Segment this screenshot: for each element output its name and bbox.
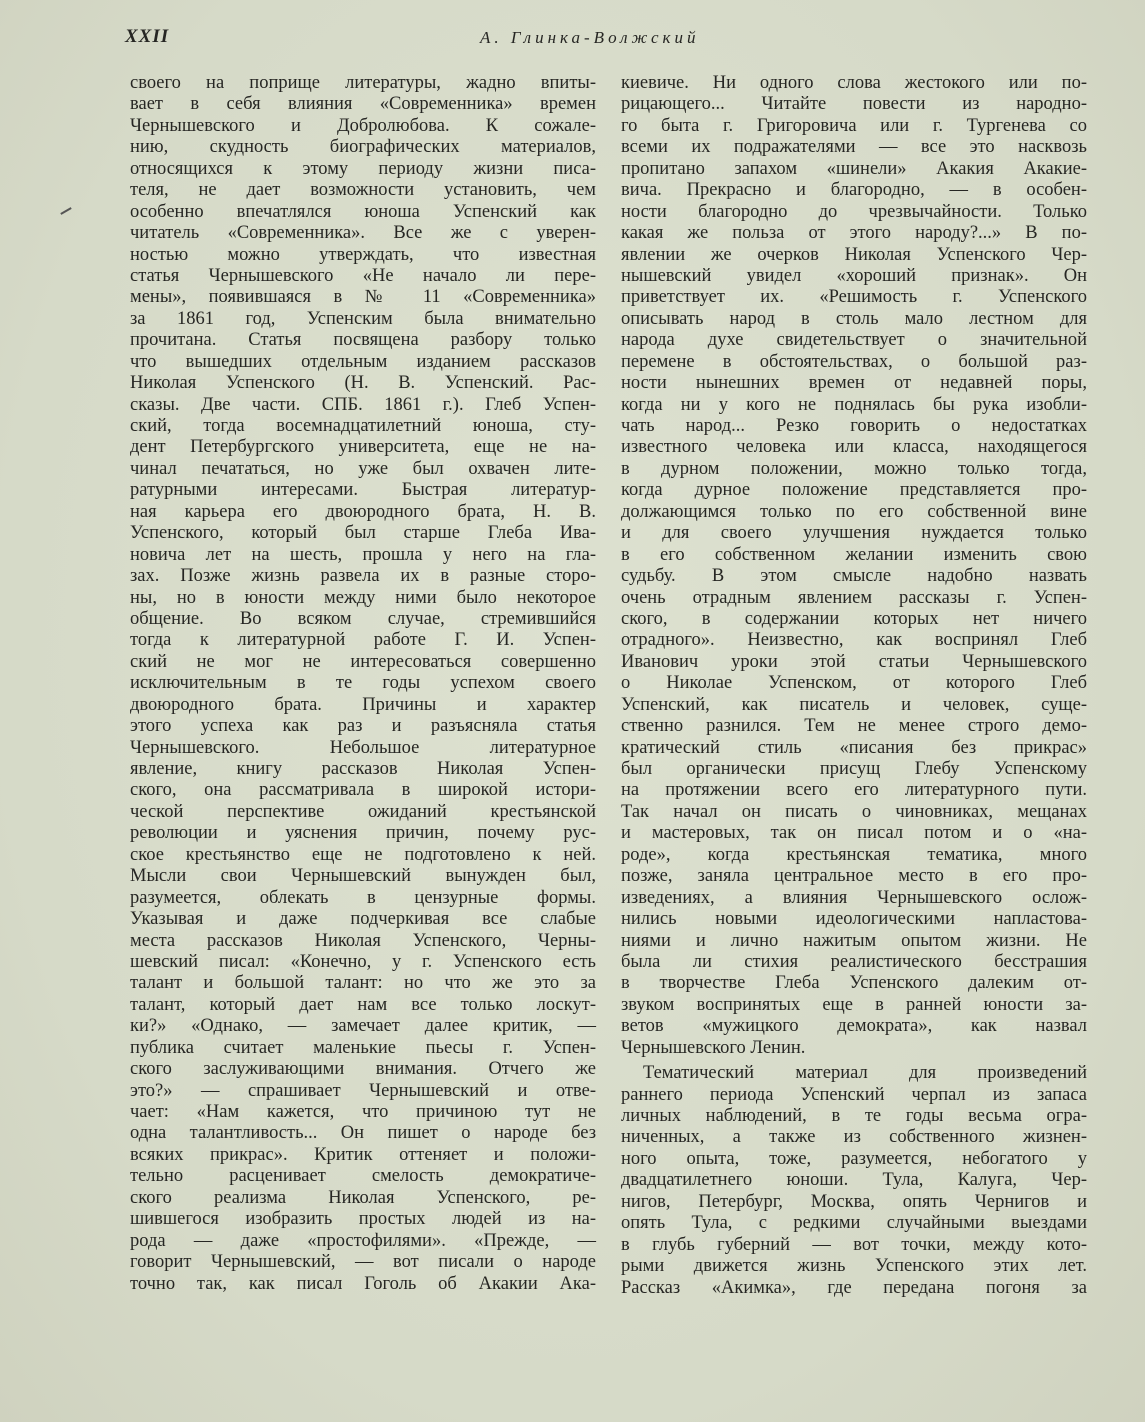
text-line: рыми движется жизнь Успенского этих лет. (621, 1256, 1087, 1277)
text-line: Николая Успенского (Н. В. Успенский. Рас- (130, 373, 596, 394)
text-line: что вышедших отдельным изданием рассказов (130, 351, 596, 372)
text-line: ны, но в юности между ними было некоторое (130, 587, 596, 608)
text-line: должающимся только по его собственной вине (621, 501, 1087, 522)
text-line: тельно расценивает смелость демократиче- (130, 1166, 596, 1187)
text-line: звуком воспринятых еще в ранней юности за- (621, 994, 1087, 1015)
text-line: раннего периода Успенский черпал из запаса (621, 1084, 1087, 1105)
text-line: Указывая и даже подчеркивая все слабые (130, 909, 596, 930)
text-line: нились новыми идеологическими напластова- (621, 909, 1087, 930)
text-line: мены», появившаяся в № 11 «Современника» (130, 287, 596, 308)
text-line: Тематический материал для произведений (643, 1063, 1087, 1084)
text-line: Чернышевского. Небольшое литературное (130, 737, 596, 758)
text-line: ности благородно до чрезвычайности. Только (621, 201, 1087, 222)
text-line: какая же польза от этого народу?...» В по- (621, 223, 1087, 244)
text-line: талант, который дает нам все только лоскут- (130, 994, 596, 1015)
text-line: шившегося изобразить простых людей из на- (130, 1209, 596, 1230)
text-line: тогда к литературной работе Г. И. Успен- (130, 630, 596, 651)
text-line: всеми их подражателями — все это насквозь (621, 137, 1087, 158)
text-line: ниченных, а также из собственного жизнен- (621, 1127, 1087, 1148)
text-line: ское крестьянство еще не подготовлено к ней. (130, 844, 596, 865)
text-line: ческой перспективе ожиданий крестьянской (130, 801, 596, 822)
text-line: дент Петербургского университета, еще не на- (130, 437, 596, 458)
text-line: Успенского, который был старше Глеба Ива- (130, 523, 596, 544)
text-line: и для своего улучшения нуждается только (621, 523, 1087, 544)
text-line: точно так, как писал Гоголь об Акакии Ака- (130, 1273, 596, 1294)
text-line: в творчестве Глеба Успенского далеким от- (621, 973, 1087, 994)
text-line: народа духе свидетельствует о значительной (621, 330, 1087, 351)
text-line: прочитана. Статья посвящена разбору только (130, 330, 596, 351)
text-line: вает в себя влияния «Современника» времен (130, 94, 596, 115)
text-line: когда ни у кого не поднялась бы рука изобли- (621, 394, 1087, 415)
text-line: рода — даже «простофилями». «Прежде, — (130, 1230, 596, 1251)
text-line: исключительным в те годы успехом своего (130, 673, 596, 694)
text-line: двоюродного брата. Причины и характер (130, 694, 596, 715)
text-line: чать народ... Резко говорить о недостатках (621, 416, 1087, 436)
running-head: А. Глинка-Волжский (480, 28, 700, 47)
text-line: разумеется, облекать в цензурные формы. (130, 887, 596, 908)
text-line: своего на поприще литературы, жадно впиты- (130, 73, 596, 93)
text-line: нышевский увидел «хороший признак». Он (621, 265, 1087, 286)
text-line: ного опыта, тоже, разумеется, небогатого у (621, 1148, 1087, 1169)
text-line: Успенский, как писатель и человек, суще- (621, 694, 1087, 715)
text-line: был органически присущ Глебу Успенскому (621, 759, 1087, 779)
text-line: теля, не дает возможности установить, чем (130, 180, 596, 201)
text-line: чинал печататься, но уже был охвачен лите- (130, 458, 596, 479)
text-line: на протяжении всего его литературного пути. (621, 780, 1087, 801)
text-line: явление, книгу рассказов Николая Успен- (130, 759, 596, 779)
text-line: роде», когда крестьянская тематика, много (621, 844, 1087, 865)
text-line: ского заслуживающими внимания. Отчего же (130, 1059, 596, 1080)
text-line: вича. Прекрасно и благородно, — в особен- (621, 180, 1087, 201)
text-line: ратурными интересами. Быстрая литератур- (130, 480, 596, 501)
text-line: явлении же очерков Николая Успенского Чер- (621, 244, 1087, 265)
text-line: Мысли свои Чернышевский вынужден был, (130, 866, 596, 887)
text-line: Чернышевского и Добролюбова. К сожале- (130, 115, 596, 136)
text-line: ветов «мужицкого демократа», как назвал (621, 1016, 1087, 1037)
text-line: этого успеха как раз и разъясняла статья (130, 716, 596, 737)
text-line: судьбу. В этом смысле надобно назвать (621, 566, 1087, 587)
text-line: киевиче. Ни одного слова жестокого или по- (621, 73, 1087, 93)
text-line: была ли стихия реалистического бесстрашия (621, 951, 1087, 972)
text-line: го быта г. Григоровича или г. Тургенева со (621, 115, 1087, 136)
text-line: двадцатилетнего юноши. Тула, Калуга, Чер- (621, 1170, 1087, 1191)
text-line: читатель «Современника». Все же с уверен- (130, 223, 596, 244)
text-line: сказы. Две части. СПБ. 1861 г.). Глеб Успен- (130, 394, 596, 415)
text-line: ский не мог не интересоваться совершенно (130, 651, 596, 672)
text-line: ственно разнился. Тем не менее строго демо- (621, 716, 1087, 737)
text-line: особенно впечатлялся юноша Успенский как (130, 201, 596, 222)
text-line: личных наблюдений, в те годы весьма огра- (621, 1106, 1087, 1126)
text-line: нигов, Петербург, Москва, опять Чернигов и (621, 1191, 1087, 1212)
text-line: талант и большой талант: но что же это за (130, 973, 596, 994)
text-line: статья Чернышевского «Не начало ли пере- (130, 265, 596, 286)
text-line: ского реализма Николая Успенского, ре- (130, 1187, 596, 1208)
text-line: кратический стиль «писания без прикрас» (621, 737, 1087, 758)
text-line: рицающего... Читайте повести из народно- (621, 94, 1087, 115)
text-line: приветствует их. «Решимость г. Успенского (621, 287, 1087, 308)
text-line: публика считает маленькие пьесы г. Успен- (130, 1037, 596, 1058)
text-line: ности нынешних времен от недавней поры, (621, 373, 1087, 394)
text-line: в глубь губерний — вот точки, между кото- (621, 1234, 1087, 1255)
text-line: говорит Чернышевский, — вот писали о народе (130, 1252, 596, 1273)
text-line: в дурном положении, можно только тогда, (621, 458, 1087, 479)
text-line: известного человека или класса, находящегося (621, 437, 1087, 458)
text-line: новича лет на шесть, прошла у него на гла- (130, 544, 596, 565)
text-line: ки?» «Однако, — замечает далее критик, — (130, 1016, 596, 1037)
text-line: нию, скудность биографических материалов, (130, 137, 596, 158)
text-line: очень отрадным явлением рассказы г. Успен- (621, 587, 1087, 608)
text-line: Иванович уроки этой статьи Чернышевского (621, 651, 1087, 672)
text-line: общение. Во всяком случае, стремившийся (130, 608, 596, 629)
text-line: революции и уяснения причин, почему рус- (130, 823, 596, 844)
text-line: позже, заняла центральное место в его про- (621, 866, 1087, 887)
text-line: Так начал он писать о чиновниках, мещанах (621, 801, 1087, 822)
text-line: и мастеровых, так он писал потом и о «на- (621, 823, 1087, 844)
text-line: пропитано запахом «шинели» Акакия Акакие- (621, 158, 1087, 179)
text-line: опять Тула, с редкими случайными выездами (621, 1213, 1087, 1234)
text-line: шевский писал: «Конечно, у г. Успенского есть (130, 951, 596, 972)
text-line: описывать народ в столь мало лестном для (621, 308, 1087, 329)
page-number: XXII (125, 26, 170, 47)
text-line: о Николае Успенском, от которого Глеб (621, 673, 1087, 694)
text-line: за 1861 год, Успенским была внимательно (130, 308, 596, 329)
text-line: ная карьера его двоюродного брата, Н. В. (130, 501, 596, 522)
text-line: перемене в обстоятельствах, о большой раз- (621, 351, 1087, 372)
text-line: ностью можно утверждать, что известная (130, 244, 596, 265)
text-line: отрадного». Неизвестно, как воспринял Глеб (621, 630, 1087, 651)
text-line: изведениях, а влияния Чернышевского ослож- (621, 887, 1087, 908)
text-column-left (130, 73, 596, 1295)
text-line: ского, в содержании которых нет ничего (621, 608, 1087, 629)
text-line: когда дурное положение представляется про- (621, 480, 1087, 501)
text-line: Чернышевского Ленин. (621, 1037, 806, 1058)
text-line: чает: «Нам кажется, что причиною тут не (130, 1102, 596, 1122)
text-column-right (621, 73, 1087, 1299)
text-line: Рассказ «Акимка», где передана погоня за (621, 1277, 1087, 1298)
text-line: в его собственном желании изменить свою (621, 544, 1087, 565)
text-line: это?» — спрашивает Чернышевский и отве- (130, 1080, 596, 1101)
text-line: относящихся к этому периоду жизни писа- (130, 158, 596, 179)
text-line: ниями и лично нажитым опытом жизни. Не (621, 930, 1087, 951)
text-line: места рассказов Николая Успенского, Черны- (130, 930, 596, 951)
text-line: ского, она рассматривала в широкой истори- (130, 780, 596, 801)
text-line: зах. Позже жизнь развела их в разные сторо- (130, 566, 596, 587)
text-line: всяких прикрас». Критик оттеняет и положи- (130, 1144, 596, 1165)
text-line: одна талантливость... Он пишет о народе без (130, 1123, 596, 1144)
text-line: ский, тогда восемнадцатилетний юноша, сту- (130, 416, 596, 436)
